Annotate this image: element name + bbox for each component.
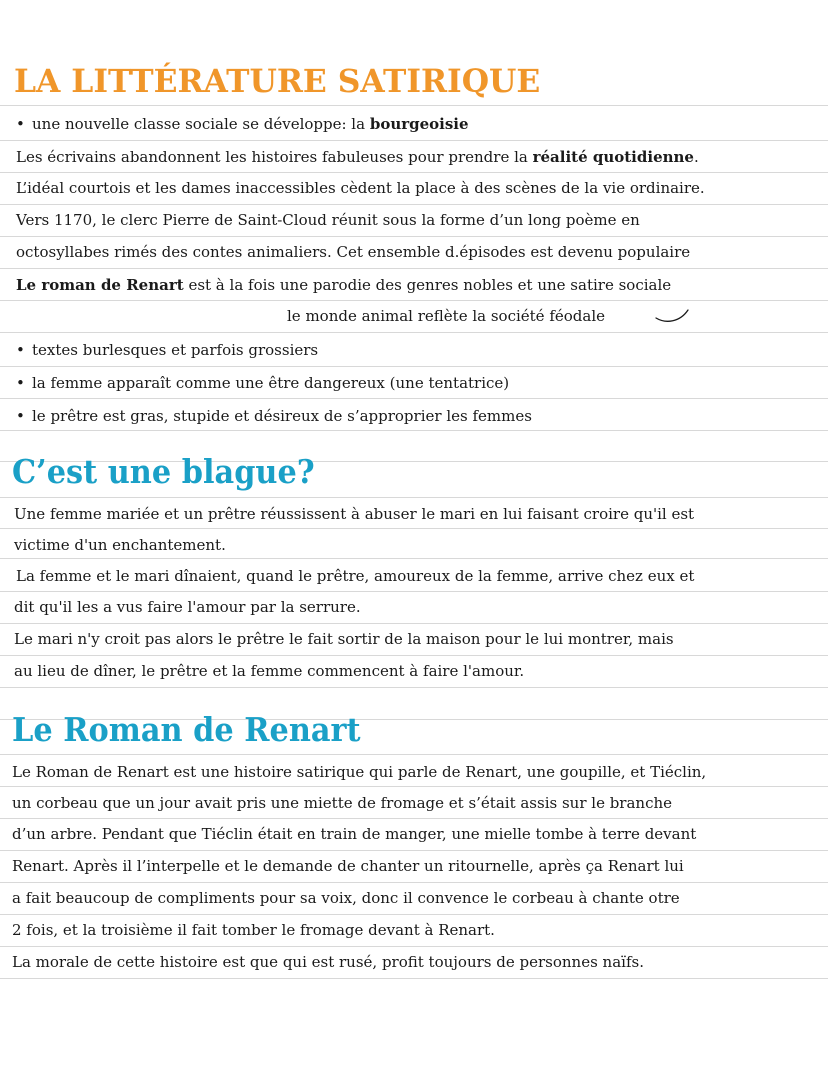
ruled-line: [0, 754, 828, 755]
section-title-satirical-literature: LA LITTÉRATURE SATIRIQUE: [14, 62, 541, 100]
ruled-line: [0, 236, 828, 237]
paragraph-line: victime d'un enchantement.: [14, 536, 226, 554]
ruled-line: [0, 366, 828, 367]
paragraph-line: Vers 1170, le clerc Pierre de Saint-Cloud réunit sous la forme d’un long poème en: [16, 211, 640, 229]
ruled-line: [0, 946, 828, 947]
line-text: est à la fois une parodie des genres nobles et une satire sociale: [183, 276, 672, 294]
ruled-line: [0, 172, 828, 173]
ruled-line: [0, 850, 828, 851]
bold-term: Le roman de Renart: [16, 276, 184, 294]
bullet: •: [16, 115, 25, 133]
paragraph-line: Le Roman de Renart est une histoire satirique qui parle de Renart, une goupille, et Tiéclin,: [12, 763, 707, 781]
ruled-line: [0, 591, 828, 592]
ruled-line: [0, 332, 828, 333]
ruled-line: [0, 818, 828, 819]
bullet: •: [16, 341, 25, 359]
paragraph-line: octosyllabes rimés des contes animaliers. Cet ensemble d.épisodes est devenu populaire: [16, 243, 691, 261]
paragraph-line: [16, 275, 671, 295]
ruled-line: [0, 300, 828, 301]
ruled-line: [0, 655, 828, 656]
ruled-line: [0, 528, 828, 529]
ruled-line: [0, 497, 828, 498]
ruled-line: [0, 882, 828, 883]
annotation-line: le monde animal reflète la société féodale: [287, 307, 606, 325]
ruled-line: [0, 914, 828, 915]
ruled-line: [0, 268, 828, 269]
paragraph-line: La femme et le mari dînaient, quand le prêtre, amoureux de la femme, arrive chez eux et: [16, 567, 695, 585]
paragraph-line: a fait beaucoup de compliments pour sa voix, donc il convence le corbeau à chante otre: [12, 889, 680, 907]
paragraph-line: 2 fois, et la troisième il fait tomber le fromage devant à Renart.: [12, 921, 495, 939]
paragraph-line: [16, 147, 699, 167]
paragraph-line: au lieu de dîner, le prêtre et la femme commencent à faire l'amour.: [14, 662, 525, 680]
ruled-line: [0, 687, 828, 688]
bold-term: bourgeoisie: [369, 115, 469, 133]
section-title-joke: C’est une blague?: [12, 452, 315, 491]
list-item: [16, 373, 509, 393]
paragraph-line: Une femme mariée et un prêtre réussissent à abuser le mari en lui faisant croire qu'il est: [14, 505, 695, 523]
ruled-line: [0, 140, 828, 141]
paragraph-line: L’idéal courtois et les dames inaccessibles cèdent la place à des scènes de la vie ordinaire.: [16, 179, 705, 197]
paragraph-line: Le mari n'y croit pas alors le prêtre le fait sortir de la maison pour le lui montrer, mais: [14, 630, 674, 648]
line-text: le prêtre est gras, stupide et désireux de s’approprier les femmes: [32, 407, 532, 425]
paragraph-line: dit qu'il les a vus faire l'amour par la serrure.: [14, 598, 361, 616]
bold-term: réalité quotidienne: [532, 148, 694, 166]
ruled-line: [0, 786, 828, 787]
paragraph-line: un corbeau que un jour avait pris une miette de fromage et s’était assis sur le branche: [12, 794, 673, 812]
paragraph-line: Renart. Après il l’interpelle et le demande de chanter un ritournelle, après ça Renart lui: [12, 857, 684, 875]
bullet: •: [16, 374, 25, 392]
ruled-line: [0, 623, 828, 624]
ruled-line: [0, 430, 828, 431]
paragraph-line: d’un arbre. Pendant que Tiéclin était en train de manger, une mielle tombe à terre devant: [12, 825, 697, 843]
bullet: •: [16, 407, 25, 425]
line-text: une nouvelle classe sociale se développe: la: [32, 115, 370, 133]
section-title-roman-de-renart: Le Roman de Renart: [12, 710, 361, 749]
ruled-line: [0, 978, 828, 979]
curved-arrow-icon: [654, 306, 690, 324]
ruled-line: [0, 558, 828, 559]
ruled-line: [0, 105, 828, 106]
line-text: Les écrivains abandonnent les histoires fabuleuses pour prendre la: [16, 148, 533, 166]
ruled-line: [0, 204, 828, 205]
paragraph-line: La morale de cette histoire est que qui est rusé, profit toujours de personnes naïfs.: [12, 953, 644, 971]
list-item: [16, 340, 318, 360]
line-text: textes burlesques et parfois grossiers: [32, 341, 319, 359]
line-text: la femme apparaît comme une être dangereux (une tentatrice): [32, 374, 510, 392]
list-item: [16, 406, 532, 426]
ruled-line: [0, 398, 828, 399]
list-item: [16, 114, 469, 134]
line-text-end: .: [693, 148, 699, 166]
